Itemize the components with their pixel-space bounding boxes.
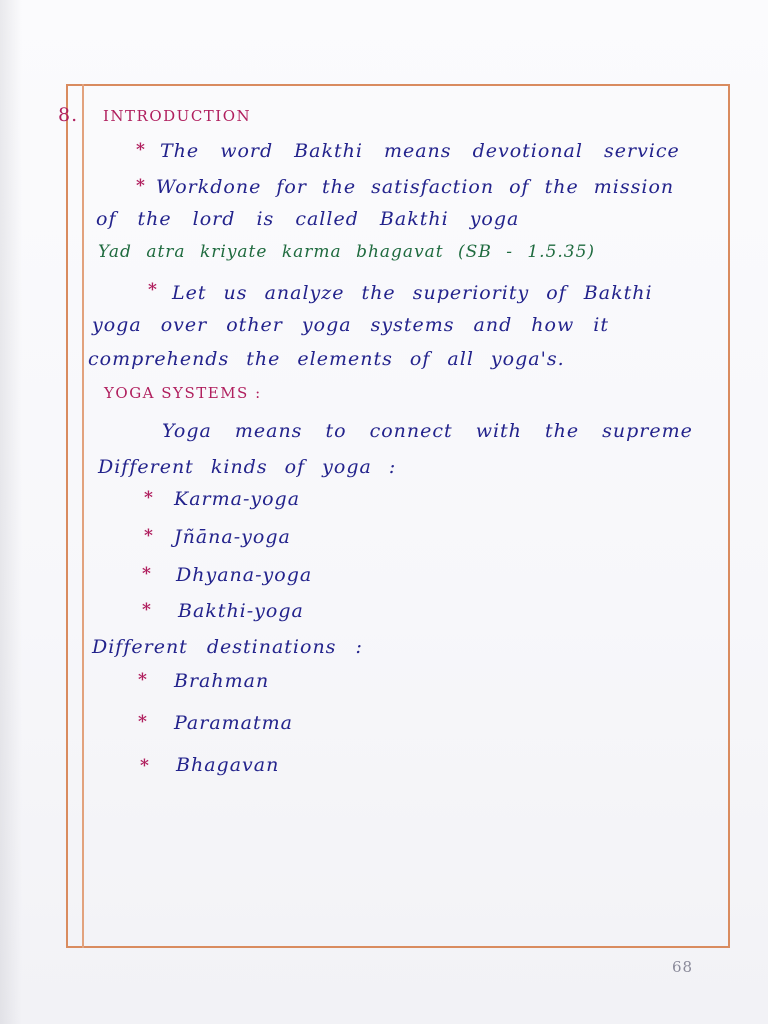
yoga-definition: Yoga means to connect with the supreme xyxy=(162,420,693,442)
kinds-label: Different kinds of yoga : xyxy=(98,456,397,478)
bullet-star-icon: * xyxy=(138,712,148,732)
page-number: 68 xyxy=(672,958,694,976)
bullet-star-icon: * xyxy=(136,140,146,160)
bullet-star-icon: * xyxy=(138,670,148,690)
destination-item-1: Brahman xyxy=(174,670,270,692)
analysis-line-1: Let us analyze the superiority of Bakthi xyxy=(172,282,653,304)
destination-item-3: Bhagavan xyxy=(176,754,280,776)
bullet-star-icon: * xyxy=(136,176,146,196)
destination-item-2: Paramatma xyxy=(174,712,293,734)
scripture-quote: Yad atra kriyate karma bhagavat (SB - 1.5.35) xyxy=(98,242,596,262)
analysis-line-2: yoga over other yoga systems and how it xyxy=(92,314,609,336)
bullet-star-icon: * xyxy=(148,280,158,300)
intro-item-2: Workdone for the satisfaction of the mission xyxy=(156,176,675,198)
section-number: 8. xyxy=(58,104,79,126)
bullet-star-icon: * xyxy=(144,488,154,508)
bullet-star-icon: * xyxy=(140,756,150,776)
section-heading: INTRODUCTION xyxy=(103,107,252,125)
analysis-line-3: comprehends the elements of all yoga's. xyxy=(88,348,565,370)
kind-item-3: Dhyana-yoga xyxy=(176,564,313,586)
kind-item-2: Jñāna-yoga xyxy=(174,526,291,548)
kind-item-1: Karma-yoga xyxy=(174,488,301,510)
intro-continuation: of the lord is called Bakthi yoga xyxy=(96,208,520,230)
bullet-star-icon: * xyxy=(142,600,152,620)
destinations-label: Different destinations : xyxy=(92,636,363,658)
kind-item-4: Bakthi-yoga xyxy=(178,600,304,622)
intro-item-1: The word Bakthi means devotional service xyxy=(160,140,680,162)
margin-line xyxy=(82,84,84,948)
page-shadow xyxy=(0,0,22,1024)
subheading-yoga-systems: YOGA SYSTEMS : xyxy=(104,384,262,402)
bullet-star-icon: * xyxy=(144,526,154,546)
bullet-star-icon: * xyxy=(142,564,152,584)
